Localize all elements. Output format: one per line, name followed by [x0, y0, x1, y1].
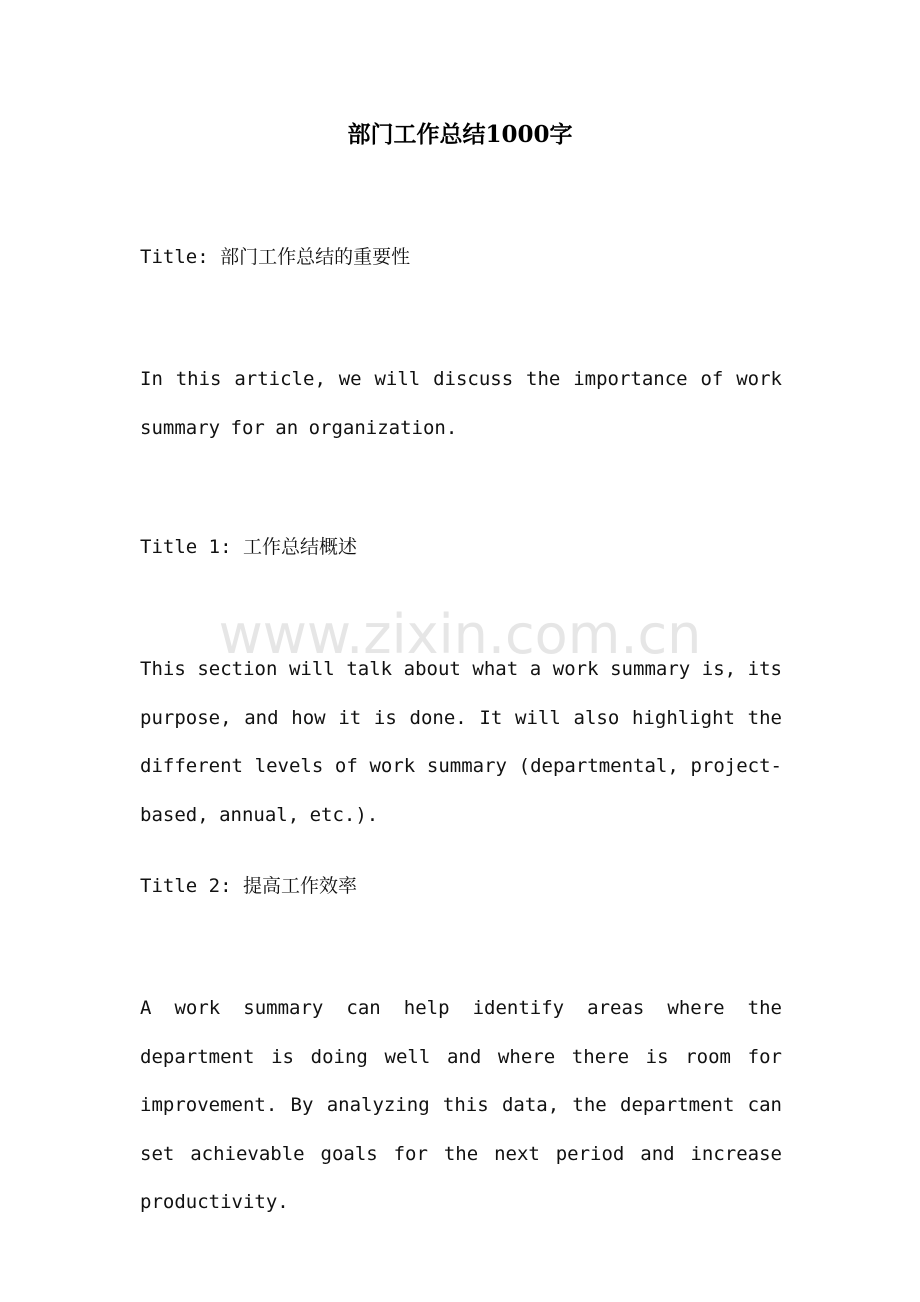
watermark: www.zixin.com.cn	[218, 603, 702, 666]
section-1-paragraph: This section will talk about what a work summary is, its purpose, and how it is done. It will also highlight the different levels of work summary (departmental, project-based, annual, etc.).	[140, 658, 782, 826]
intro-paragraph: In this article, we will discuss the importance of work summary for an organization.	[140, 368, 782, 439]
document-title: 部门工作总结1000字	[347, 121, 573, 148]
heading-section-1: Title 1: 工作总结概述	[140, 536, 357, 558]
section-2-paragraph: A work summary can help identify areas where the department is doing well and where there is room for improvement. By analyzing this data, the department can set achievable goals for the next period and increase productivity.	[140, 997, 782, 1213]
heading-section-2: Title 2: 提高工作效率	[140, 875, 357, 897]
heading-main: Title: 部门工作总结的重要性	[140, 246, 411, 268]
